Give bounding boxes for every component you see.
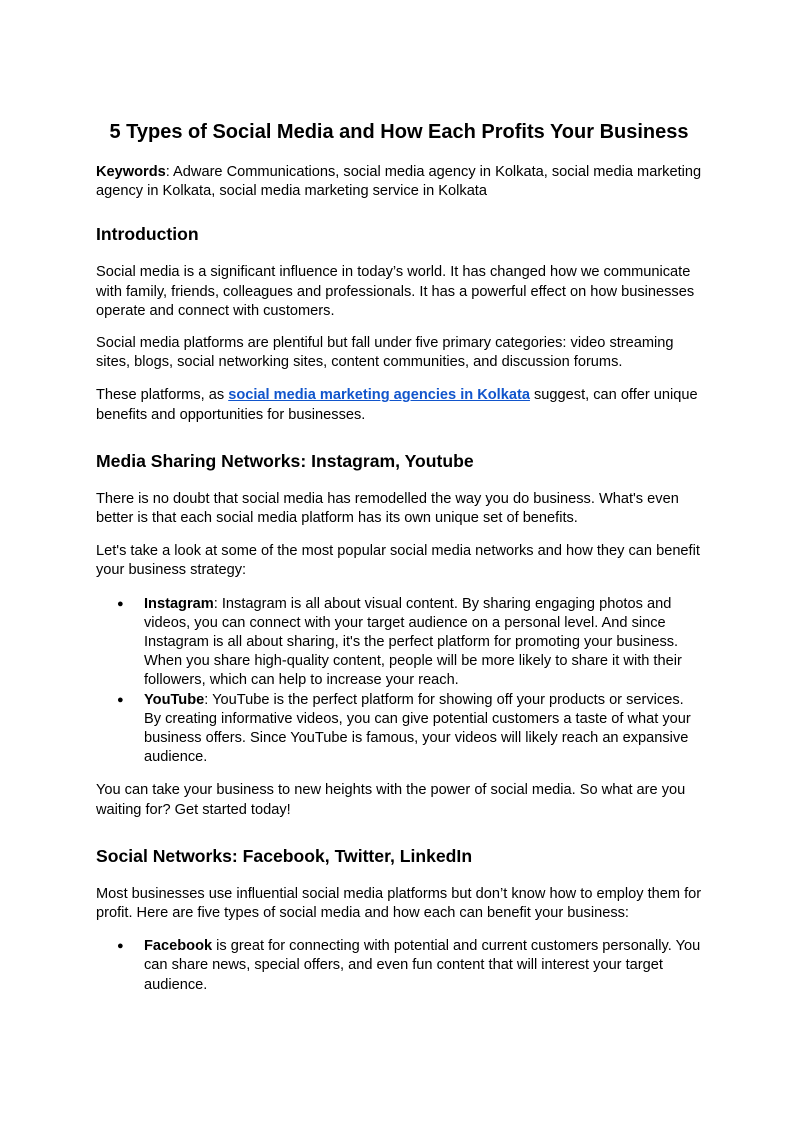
social-networks-list (96, 937, 702, 995)
list-item-youtube (96, 691, 702, 768)
list-item-label: Instagram (144, 595, 214, 612)
social-networks-paragraph-1: Most businesses use influential social media platforms but don’t know how to employ them for profit. Here are five types of social media and how each can benefit your business: (96, 885, 702, 922)
bullet-icon: ● (117, 597, 124, 610)
keywords-separator: : (165, 164, 170, 180)
intro-p3-after: suggest, can offer unique benefits and opportunities for businesses. (96, 387, 698, 423)
media-sharing-paragraph-1: There is no doubt that social media has remodelled the way you do business. What's even better is that each social media platform has its own unique set of benefits. (96, 490, 679, 527)
keywords-paragraph (96, 163, 702, 201)
list-item-facebook (96, 937, 702, 995)
bullet-icon: ● (117, 693, 124, 706)
agencies-link[interactable]: social media marketing agencies in Kolkata (228, 387, 530, 404)
intro-paragraph-1: Social media is a significant influence in today’s world. It has changed how we communicate with family, friends, colleagues and professionals. It has a powerful effect on how businesses operate and connect with customers. (96, 264, 695, 319)
bullet-icon: ● (117, 940, 124, 953)
list-item-instagram (96, 595, 702, 691)
intro-paragraph-2: Social media platforms are plentiful but fall under five primary categories: video streaming sites, blogs, social networking sites, content communities, and discussion forums. (96, 335, 674, 371)
intro-p3-before: These platforms, as (96, 387, 229, 404)
heading-social-networks: Social Networks: Facebook, Twitter, LinkedIn (96, 845, 473, 866)
keywords-text: Adware Communications, social media agency in Kolkata, social media marketing agency in Kolkata, social media marketing service in Kolkata (96, 164, 702, 200)
media-sharing-paragraph-3: You can take your business to new heights with the power of social media. So what are you waiting for? Get started today! (96, 782, 686, 818)
list-item-text: is great for connecting with potential and current customers personally. You can share news, special offers, and even fun content that will interest your target audience. (144, 938, 701, 993)
list-item-label: YouTube (144, 691, 205, 708)
media-sharing-list (96, 595, 702, 768)
heading-introduction: Introduction (96, 224, 199, 245)
document-page (96, 118, 702, 1009)
media-sharing-paragraph-2: Let's take a look at some of the most popular social media networks and how they can benefit your business strategy: (96, 543, 700, 579)
heading-media-sharing: Media Sharing Networks: Instagram, Youtube (96, 450, 474, 471)
list-item-label: Facebook (144, 938, 213, 955)
keywords-label: Keywords (96, 164, 166, 180)
document-title: 5 Types of Social Media and How Each Profits Your Business (109, 121, 689, 143)
list-item-text: : YouTube is the perfect platform for showing off your products or services. By creating informative videos, you can give potential customers a taste of what your business offers. Since YouTube is famous, your videos will likely reach an expansive audience. (144, 691, 691, 766)
list-item-text: : Instagram is all about visual content. By sharing engaging photos and videos, you can connect with your target audience on a personal level. And since Instagram is all about sharing, it's the perfect platform for promoting your business. When you share high-quality content, people will be more likely to share it with their followers, which can help to increase your reach. (144, 595, 682, 689)
intro-paragraph-3 (96, 386, 702, 424)
